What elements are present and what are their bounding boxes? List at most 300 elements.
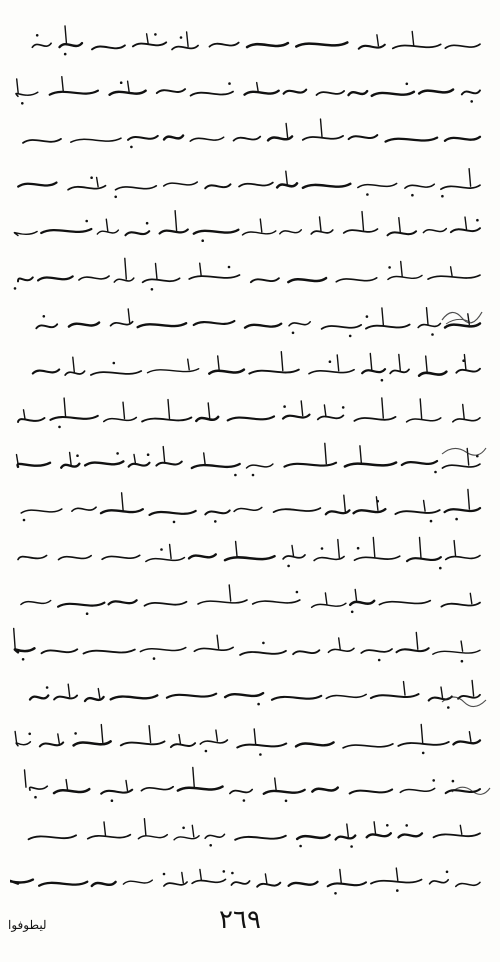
word-stroke: [192, 879, 225, 883]
diacritic-dot: [23, 519, 26, 522]
letter-ascender: [188, 359, 190, 370]
word-stroke: [60, 43, 83, 47]
word-stroke: [146, 557, 185, 561]
word-stroke: [372, 91, 414, 95]
letter-ascender: [325, 443, 327, 463]
word-stroke: [172, 46, 198, 50]
letter-ascender: [182, 873, 184, 884]
diacritic-dot: [257, 703, 260, 706]
letter-ascender: [339, 638, 341, 649]
word-stroke: [111, 695, 158, 699]
diacritic-dot: [153, 657, 156, 660]
word-stroke: [178, 787, 223, 791]
diacritic-dot: [228, 82, 231, 85]
diacritic-dot: [396, 889, 399, 892]
word-stroke: [92, 45, 125, 49]
word-stroke: [61, 463, 79, 467]
word-stroke: [296, 43, 347, 47]
word-stroke: [237, 743, 286, 747]
word-stroke: [143, 278, 180, 282]
letter-ascender: [24, 410, 26, 419]
letter-ascender: [286, 123, 288, 137]
word-stroke: [164, 136, 183, 140]
word-stroke: [192, 464, 240, 468]
handwriting-strokes: [10, 762, 488, 806]
handwritten-line: [10, 344, 488, 388]
word-stroke: [395, 510, 439, 514]
word-stroke: [74, 741, 111, 745]
word-stroke: [104, 418, 137, 422]
letter-ascender: [377, 35, 379, 46]
letter-ascender: [416, 632, 418, 649]
letter-ascender: [404, 682, 406, 696]
letter-ascender: [465, 217, 467, 229]
word-stroke: [116, 185, 157, 189]
handwritten-line: [10, 809, 488, 853]
handwriting-strokes: [10, 809, 488, 853]
marginal-gloss: [450, 780, 494, 801]
word-stroke: [371, 694, 419, 698]
word-stroke: [362, 369, 385, 373]
word-stroke: [133, 42, 166, 46]
word-stroke: [371, 880, 422, 884]
word-stroke: [309, 369, 354, 373]
diacritic-dot: [163, 873, 166, 876]
word-stroke: [322, 325, 362, 329]
word-stroke: [16, 741, 30, 745]
word-stroke: [399, 833, 423, 837]
letter-ascender: [265, 874, 267, 884]
word-stroke: [85, 697, 104, 701]
word-stroke: [18, 462, 50, 466]
letter-ascender: [17, 454, 19, 463]
letter-ascender: [420, 537, 422, 558]
word-stroke: [284, 89, 307, 93]
diacritic-dot: [431, 333, 434, 336]
word-stroke: [191, 91, 233, 95]
letter-ascender: [426, 356, 428, 373]
word-stroke: [405, 184, 434, 188]
word-stroke: [54, 696, 77, 700]
word-stroke: [30, 696, 48, 700]
word-stroke: [85, 461, 123, 465]
letter-ascender: [260, 219, 262, 232]
diacritic-dot: [182, 826, 185, 829]
letter-ascender: [321, 119, 323, 137]
handwritten-line: [10, 437, 488, 481]
letter-ascender: [451, 266, 453, 275]
word-stroke: [41, 229, 91, 233]
word-stroke: [88, 834, 131, 838]
word-stroke: [84, 649, 135, 653]
word-stroke: [200, 740, 227, 744]
diacritic-dot: [146, 222, 149, 225]
word-stroke: [240, 650, 286, 654]
diacritic-dot: [434, 470, 437, 473]
handwriting-strokes: [10, 65, 488, 109]
handwritten-line: [10, 65, 488, 109]
catchword: لیطوفوا: [8, 918, 47, 932]
diacritic-dot: [299, 844, 302, 847]
diacritic-dot: [430, 520, 433, 523]
word-stroke: [312, 603, 346, 607]
word-stroke: [91, 371, 141, 375]
letter-ascender: [106, 219, 108, 231]
diacritic-dot: [223, 870, 226, 873]
letter-ascender: [376, 497, 378, 510]
letter-ascender: [401, 261, 403, 276]
diacritic-dot: [285, 800, 288, 803]
word-stroke: [446, 555, 480, 559]
diacritic-dot: [76, 454, 79, 457]
letter-ascender: [399, 354, 401, 370]
letter-ascender: [470, 593, 472, 603]
word-stroke: [434, 833, 481, 837]
handwritten-line: [10, 762, 488, 806]
word-stroke: [18, 277, 33, 281]
word-stroke: [10, 880, 33, 884]
letter-ascender: [187, 32, 189, 47]
diacritic-dot: [446, 871, 449, 874]
word-stroke: [343, 743, 393, 747]
word-stroke: [230, 790, 252, 794]
word-stroke: [29, 835, 77, 839]
word-stroke: [21, 509, 62, 513]
handwritten-line: [10, 204, 488, 248]
diacritic-dot: [376, 500, 379, 503]
word-stroke: [400, 788, 434, 792]
letter-ascender: [373, 537, 375, 557]
diacritic-dot: [231, 872, 234, 875]
letter-ascender: [236, 541, 238, 557]
word-stroke: [264, 790, 305, 794]
word-stroke: [312, 788, 338, 792]
diacritic-dot: [21, 102, 24, 105]
letter-ascender: [98, 689, 100, 698]
letter-ascender: [421, 724, 423, 743]
letter-ascender: [229, 585, 231, 601]
word-stroke: [453, 740, 480, 744]
word-stroke: [50, 90, 98, 94]
letter-ascender: [468, 490, 470, 510]
word-stroke: [359, 45, 385, 49]
diacritic-dot: [130, 146, 133, 149]
handwritten-line: [10, 297, 488, 341]
handwriting-strokes: [10, 297, 488, 341]
word-stroke: [121, 741, 165, 745]
letter-ascender: [355, 589, 357, 601]
word-stroke: [33, 369, 59, 373]
diacritic-dot: [234, 473, 237, 476]
word-stroke: [71, 138, 121, 142]
letter-ascender: [128, 81, 130, 92]
diacritic-dot: [46, 686, 49, 689]
letter-ascender: [420, 399, 422, 419]
word-stroke: [407, 557, 441, 561]
marginal-gloss: [440, 690, 490, 713]
word-stroke: [110, 90, 146, 94]
diacritic-dot: [329, 360, 332, 363]
letter-ascender: [134, 454, 136, 463]
word-stroke: [228, 416, 274, 420]
word-stroke: [14, 232, 37, 236]
word-stroke: [68, 185, 105, 189]
letter-ascender: [275, 778, 277, 791]
diacritic-dot: [36, 34, 39, 37]
word-stroke: [445, 508, 480, 512]
word-stroke: [354, 509, 386, 513]
word-stroke: [253, 600, 300, 604]
handwriting-strokes: [10, 111, 488, 155]
word-stroke: [39, 882, 87, 886]
diacritic-dot: [120, 81, 123, 84]
word-stroke: [18, 555, 47, 559]
word-stroke: [235, 835, 286, 839]
word-stroke: [231, 881, 249, 885]
word-stroke: [141, 787, 173, 791]
word-stroke: [205, 510, 229, 514]
handwriting-strokes: [10, 855, 488, 899]
diacritic-dot: [386, 824, 389, 827]
word-stroke: [328, 882, 366, 886]
word-stroke: [210, 43, 239, 47]
diacritic-dot: [342, 406, 345, 409]
diacritic-dot: [90, 176, 93, 179]
letter-ascender: [144, 818, 146, 835]
handwritten-line: [10, 576, 488, 620]
letter-ascender: [362, 212, 364, 230]
handwriting-strokes: [10, 251, 488, 295]
word-stroke: [128, 136, 158, 140]
letter-ascender: [340, 870, 342, 884]
word-stroke: [59, 555, 92, 559]
word-stroke: [92, 882, 116, 886]
handwriting-strokes: [10, 18, 488, 62]
diacritic-dot: [243, 799, 246, 802]
word-stroke: [36, 324, 57, 328]
word-stroke: [419, 371, 446, 375]
word-stroke: [418, 324, 440, 328]
word-stroke: [50, 416, 97, 420]
word-stroke: [274, 508, 321, 512]
handwriting-strokes: [10, 204, 488, 248]
letter-ascender: [396, 868, 398, 881]
letter-ascender: [97, 177, 99, 186]
diacritic-dot: [228, 265, 231, 268]
diacritic-dot: [388, 266, 391, 269]
diacritic-dot: [113, 361, 116, 364]
letter-ascender: [254, 728, 256, 744]
word-stroke: [140, 647, 185, 651]
word-stroke: [442, 464, 480, 468]
word-stroke: [441, 185, 480, 189]
word-stroke: [445, 44, 480, 48]
handwritten-line: [10, 530, 488, 574]
diacritic-dot: [85, 220, 88, 223]
word-stroke: [419, 89, 453, 93]
word-stroke: [205, 184, 230, 188]
letter-ascender: [25, 770, 27, 787]
letter-ascender: [370, 353, 372, 370]
word-stroke: [430, 880, 449, 884]
word-stroke: [225, 556, 275, 560]
word-stroke: [194, 321, 235, 325]
word-stroke: [101, 509, 143, 513]
word-stroke: [433, 650, 480, 654]
diacritic-dot: [160, 548, 163, 551]
handwritten-line: [10, 111, 488, 155]
word-stroke: [234, 507, 262, 511]
diacritic-dot: [34, 796, 37, 799]
word-stroke: [129, 462, 150, 466]
diacritic-dot: [116, 452, 119, 455]
diacritic-dot: [439, 566, 442, 569]
word-stroke: [167, 694, 216, 698]
handwritten-line: [10, 18, 488, 62]
word-stroke: [336, 277, 377, 281]
letter-ascender: [208, 403, 210, 418]
word-stroke: [456, 882, 480, 886]
letter-ascender: [286, 171, 288, 184]
word-stroke: [142, 418, 191, 422]
word-stroke: [451, 228, 480, 232]
letter-ascender: [170, 544, 172, 558]
word-stroke: [296, 742, 334, 746]
word-stroke: [194, 230, 239, 234]
letter-ascender: [179, 734, 181, 744]
diacritic-dot: [28, 732, 31, 735]
letter-ascender: [163, 446, 165, 462]
diacritic-dot: [292, 332, 295, 335]
word-stroke: [190, 137, 224, 141]
diacritic-dot: [201, 239, 204, 242]
word-stroke: [194, 647, 233, 651]
word-stroke: [297, 835, 330, 839]
diacritic-dot: [147, 453, 150, 456]
diacritic-dot: [214, 520, 217, 523]
word-stroke: [42, 649, 78, 653]
diacritic-dot: [334, 892, 337, 895]
word-stroke: [317, 91, 345, 95]
word-stroke: [428, 275, 480, 279]
word-stroke: [251, 278, 279, 282]
letter-ascender: [216, 730, 218, 741]
word-stroke: [350, 790, 392, 794]
letter-ascender: [192, 825, 194, 837]
word-stroke: [209, 369, 244, 373]
diacritic-dot: [205, 749, 208, 752]
word-stroke: [58, 603, 104, 607]
diacritic-dot: [441, 194, 444, 197]
handwritten-line: [10, 390, 488, 434]
word-stroke: [225, 693, 263, 697]
handwritten-line: [10, 669, 488, 713]
diacritic-dot: [74, 732, 77, 735]
letter-ascender: [424, 501, 426, 512]
letter-ascender: [338, 539, 340, 557]
letter-ascender: [325, 593, 327, 604]
letter-ascender: [14, 628, 16, 649]
word-stroke: [423, 229, 446, 233]
letter-ascender: [412, 31, 414, 45]
handwritten-line: [10, 716, 488, 760]
word-stroke: [336, 835, 356, 839]
letter-ascender: [126, 781, 128, 791]
word-stroke: [303, 136, 343, 140]
word-stroke: [109, 600, 137, 604]
diacritic-dot: [422, 751, 425, 754]
diacritic-dot: [366, 315, 369, 318]
diacritic-dot: [462, 359, 465, 362]
diacritic-dot: [461, 659, 464, 662]
diacritic-dot: [43, 315, 46, 318]
word-stroke: [18, 182, 56, 186]
diacritic-dot: [296, 591, 299, 594]
letter-ascender: [427, 308, 429, 325]
handwriting-strokes: [10, 576, 488, 620]
word-stroke: [138, 834, 167, 838]
word-stroke: [289, 882, 318, 886]
diacritic-dot: [321, 547, 324, 550]
word-stroke: [462, 90, 480, 94]
letter-ascender: [125, 258, 127, 279]
letter-ascender: [168, 400, 170, 419]
diacritic-dot: [64, 53, 67, 56]
diacritic-dot: [111, 799, 114, 802]
diacritic-dot: [357, 546, 360, 549]
letter-ascender: [104, 822, 106, 836]
word-stroke: [23, 139, 61, 143]
letter-ascender: [464, 354, 466, 369]
word-stroke: [243, 231, 276, 235]
word-stroke: [293, 650, 319, 654]
word-stroke: [257, 883, 280, 887]
word-stroke: [355, 556, 400, 560]
word-stroke: [407, 418, 441, 422]
word-stroke: [388, 275, 422, 279]
letter-ascender: [360, 445, 362, 463]
diacritic-dot: [154, 33, 157, 36]
word-stroke: [150, 511, 196, 515]
diacritic-dot: [411, 193, 414, 196]
word-stroke: [15, 648, 35, 652]
word-stroke: [345, 462, 396, 466]
word-stroke: [402, 461, 437, 465]
marginal-gloss: [440, 440, 490, 463]
letter-ascender: [469, 731, 471, 741]
letter-ascender: [204, 452, 206, 464]
diacritic-dot: [58, 426, 61, 429]
letter-ascender: [128, 309, 130, 323]
word-stroke: [349, 91, 368, 95]
word-stroke: [247, 464, 273, 468]
handwriting-strokes: [10, 623, 488, 667]
letter-ascender: [122, 493, 124, 510]
word-stroke: [361, 649, 392, 653]
letter-ascender: [58, 734, 60, 743]
diacritic-dot: [432, 779, 435, 782]
word-stroke: [445, 137, 480, 141]
word-stroke: [123, 880, 152, 884]
letter-ascender: [175, 211, 177, 231]
word-stroke: [379, 601, 430, 605]
word-stroke: [174, 835, 199, 839]
word-stroke: [32, 43, 51, 47]
word-stroke: [30, 786, 48, 790]
diacritic-dot: [22, 658, 25, 661]
word-stroke: [398, 741, 449, 745]
letter-ascender: [292, 545, 294, 555]
